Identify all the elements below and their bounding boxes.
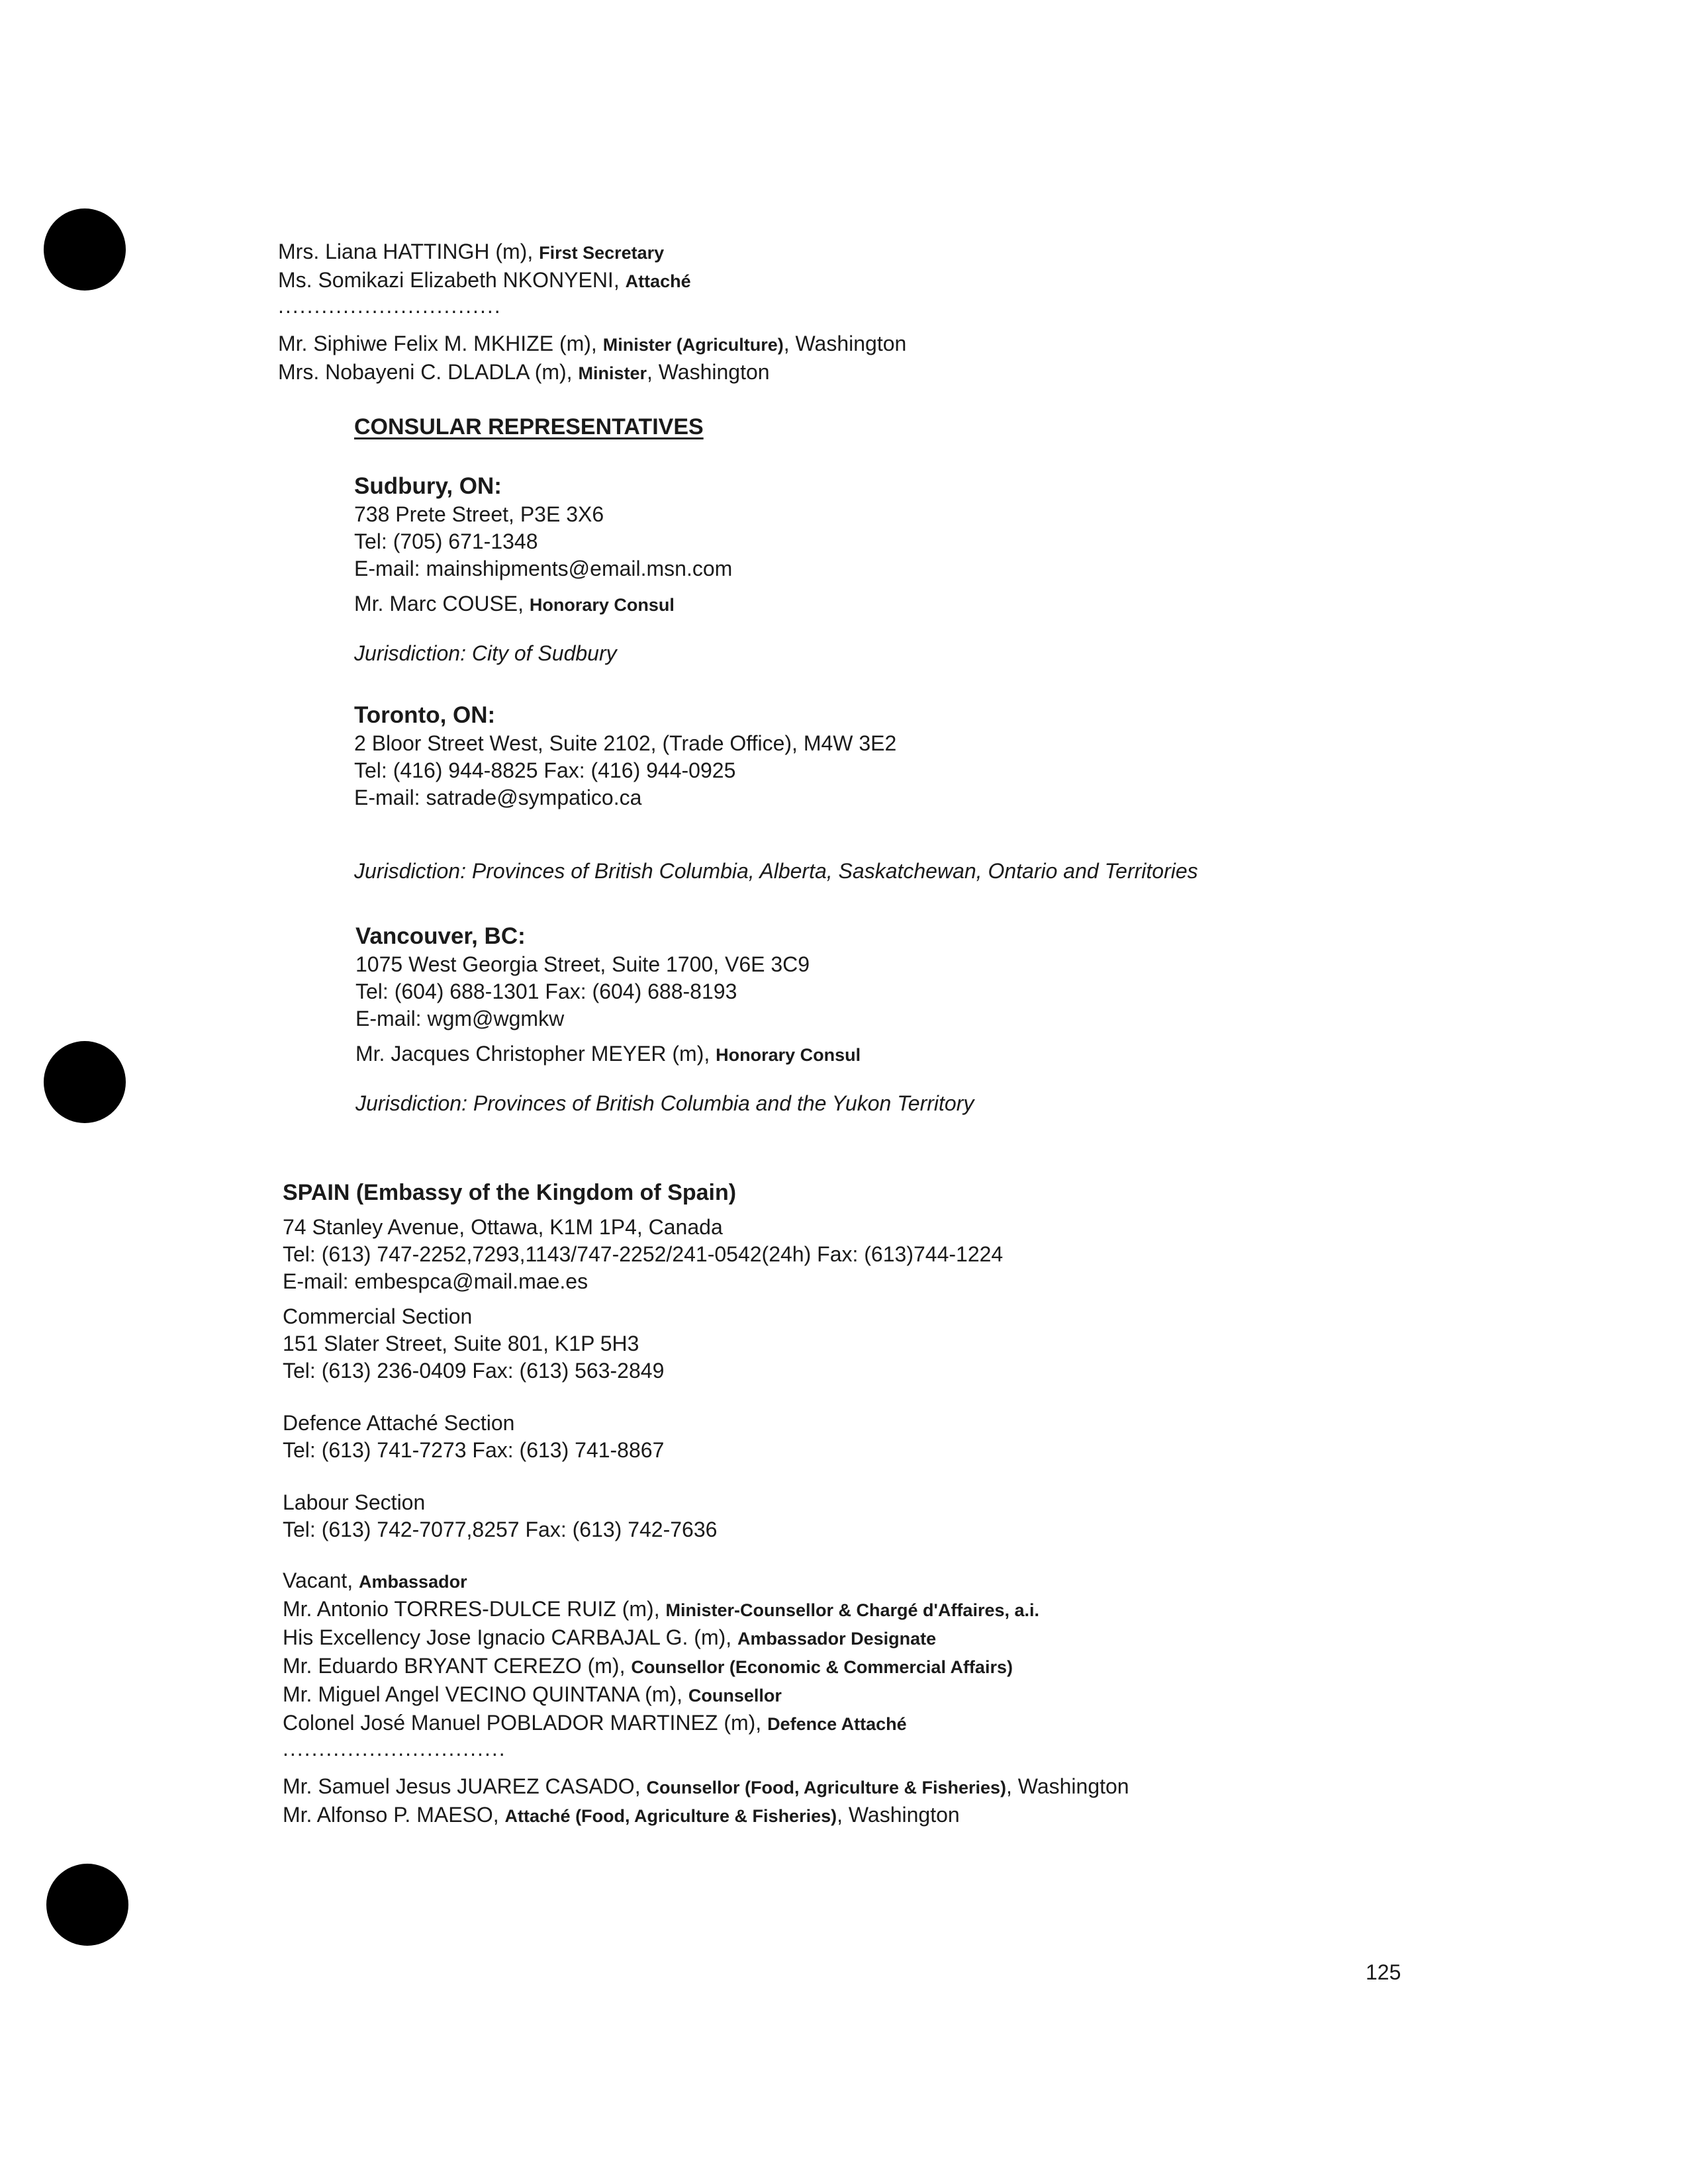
staff-role: First Secretary — [539, 243, 665, 263]
telephone: Tel: (604) 688-1301 Fax: (604) 688-8193 — [355, 979, 737, 1003]
address: 151 Slater Street, Suite 801, K1P 5H3 — [283, 1332, 639, 1355]
staff-line — [283, 1596, 1129, 1624]
staff-line — [283, 1653, 1129, 1681]
email: E-mail: embespca@mail.mae.es — [283, 1269, 588, 1293]
address: 738 Prete Street, P3E 3X6 — [354, 502, 604, 526]
dotted-separator: ............................... — [278, 294, 502, 318]
staff-name: Mr. Miguel Angel VECINO QUINTANA (m), — [283, 1682, 688, 1706]
staff-name: Mr. Siphiwe Felix M. MKHIZE (m), — [278, 332, 603, 355]
staff-line — [278, 359, 906, 387]
telephone: Tel: (613) 742-7077,8257 Fax: (613) 742-7636 — [283, 1518, 718, 1541]
staff-name: Mr. Antonio TORRES-DULCE RUIZ (m), — [283, 1597, 666, 1621]
staff-location: , Washington — [646, 360, 770, 384]
staff-name: Mr. Jacques Christopher MEYER (m), — [355, 1042, 716, 1066]
binder-hole-top — [44, 208, 126, 291]
staff-name: Ms. Somikazi Elizabeth NKONYENI, — [278, 268, 626, 292]
jurisdiction: Jurisdiction: Provinces of British Columbia, Alberta, Saskatchewan, Ontario and Territories — [354, 859, 1198, 883]
staff-location: , Washington — [837, 1803, 960, 1827]
telephone: Tel: (613) 741-7273 Fax: (613) 741-8867 — [283, 1438, 665, 1462]
staff-line — [278, 330, 906, 359]
staff-line — [355, 1040, 974, 1069]
staff-role: Counsellor (Food, Agriculture & Fisheries) — [646, 1778, 1007, 1797]
embassy-spain — [283, 1178, 1129, 1830]
staff-name: Vacant, — [283, 1569, 359, 1592]
top-staff-list — [278, 238, 906, 387]
staff-line — [283, 1624, 1129, 1653]
page-number: 125 — [1366, 1960, 1401, 1984]
staff-role: Minister (Agriculture) — [602, 335, 784, 355]
staff-role: Counsellor — [688, 1686, 782, 1706]
section-title: Commercial Section — [283, 1304, 473, 1328]
staff-line — [283, 1681, 1129, 1709]
staff-role: Honorary Consul — [529, 595, 675, 615]
staff-line — [278, 238, 906, 267]
staff-role: Counsellor (Economic & Commercial Affairs) — [631, 1657, 1013, 1677]
telephone: Tel: (416) 944-8825 Fax: (416) 944-0925 — [354, 758, 736, 782]
consular-heading: CONSULAR REPRESENTATIVES — [354, 414, 704, 439]
telephone: Tel: (613) 747-2252,7293,1143/747-2252/241-0542(24h) Fax: (613)744-1224 — [283, 1242, 1004, 1266]
address: 2 Bloor Street West, Suite 2102, (Trade Office), M4W 3E2 — [354, 731, 897, 755]
staff-line — [278, 267, 906, 295]
staff-line — [283, 1709, 1129, 1738]
address: 1075 West Georgia Street, Suite 1700, V6E 3C9 — [355, 952, 810, 976]
consulate-sudbury — [354, 471, 732, 667]
staff-role: Attaché — [625, 271, 691, 291]
staff-role: Defence Attaché — [767, 1714, 907, 1734]
country-heading: SPAIN (Embassy of the Kingdom of Spain) — [283, 1180, 737, 1205]
consulate-vancouver — [355, 921, 974, 1117]
staff-role: Minister-Counsellor & Chargé d'Affaires, a.i. — [665, 1600, 1040, 1620]
telephone: Tel: (705) 671-1348 — [354, 529, 538, 553]
email: E-mail: mainshipments@email.msn.com — [354, 557, 733, 580]
jurisdiction: Jurisdiction: City of Sudbury — [354, 641, 617, 665]
staff-location: , Washington — [1006, 1774, 1129, 1798]
staff-role: Honorary Consul — [716, 1045, 861, 1065]
staff-line — [283, 1801, 1129, 1830]
email: E-mail: wgm@wgmkw — [355, 1007, 565, 1030]
staff-name: Mr. Eduardo BRYANT CEREZO (m), — [283, 1654, 632, 1678]
email: E-mail: satrade@sympatico.ca — [354, 786, 642, 809]
address: 74 Stanley Avenue, Ottawa, K1M 1P4, Canada — [283, 1215, 723, 1239]
city-heading: Vancouver, BC: — [355, 923, 526, 949]
consulate-toronto — [354, 700, 1198, 885]
staff-name: Colonel José Manuel POBLADOR MARTINEZ (m), — [283, 1711, 768, 1735]
staff-line — [283, 1773, 1129, 1801]
staff-name: His Excellency Jose Ignacio CARBAJAL G. (m), — [283, 1625, 738, 1649]
staff-role: Minister — [578, 363, 647, 383]
staff-role: Attaché (Food, Agriculture & Fisheries) — [504, 1806, 837, 1826]
staff-line — [354, 590, 732, 619]
section-title: Labour Section — [283, 1490, 426, 1514]
staff-name: Mrs. Liana HATTINGH (m), — [278, 240, 539, 263]
staff-line — [283, 1567, 1129, 1596]
staff-role: Ambassador — [359, 1572, 467, 1592]
city-heading: Sudbury, ON: — [354, 473, 502, 499]
telephone: Tel: (613) 236-0409 Fax: (613) 563-2849 — [283, 1359, 665, 1383]
binder-hole-bottom — [46, 1864, 128, 1946]
dotted-separator: ............................... — [283, 1737, 506, 1760]
staff-name: Mrs. Nobayeni C. DLADLA (m), — [278, 360, 579, 384]
staff-location: , Washington — [783, 332, 907, 355]
section-title: Defence Attaché Section — [283, 1411, 515, 1435]
jurisdiction: Jurisdiction: Provinces of British Columbia and the Yukon Territory — [355, 1091, 974, 1115]
staff-role: Ambassador Designate — [737, 1629, 937, 1649]
city-heading: Toronto, ON: — [354, 702, 496, 728]
staff-name: Mr. Samuel Jesus JUAREZ CASADO, — [283, 1774, 647, 1798]
binder-hole-middle — [44, 1041, 126, 1123]
staff-name: Mr. Alfonso P. MAESO, — [283, 1803, 505, 1827]
staff-name: Mr. Marc COUSE, — [354, 592, 530, 615]
